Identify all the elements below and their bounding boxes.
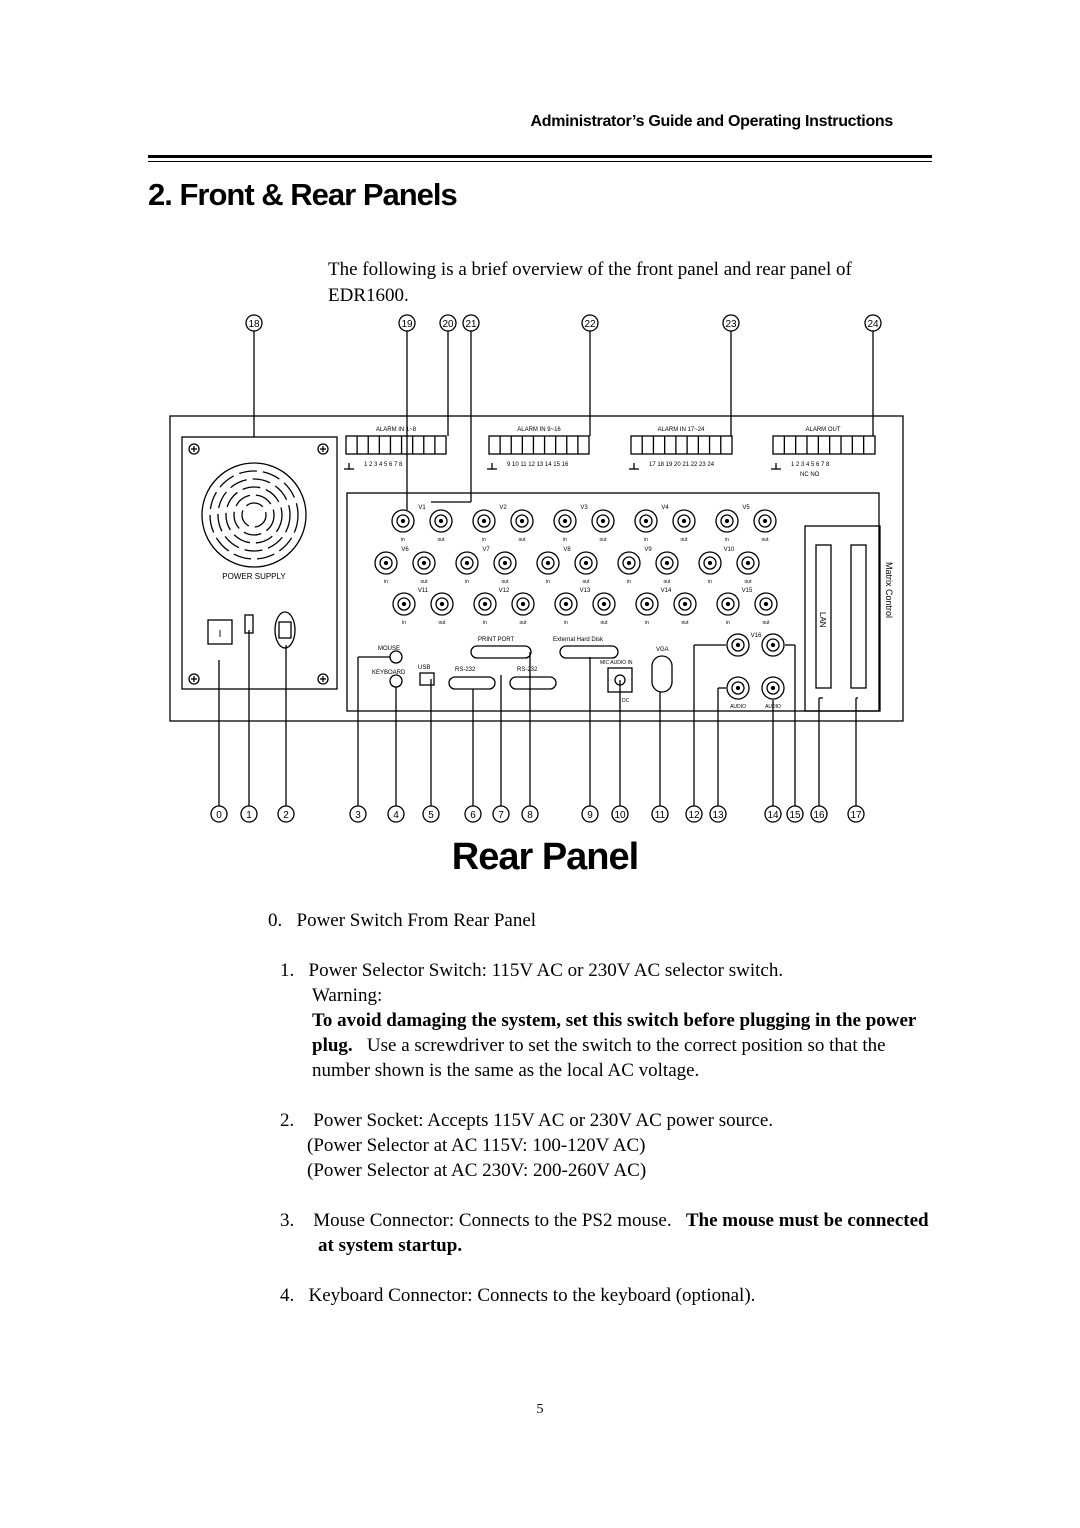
item-text: Keyboard Connector: Connects to the keyboard (optional).: [308, 1285, 756, 1306]
bnc-in-14-pin: [727, 603, 730, 606]
bnc-out-10-pin: [441, 603, 444, 606]
top-callout-19-label: 19: [401, 319, 413, 330]
bnc-in-8-pin: [628, 562, 631, 565]
mic-audio-label: MIC AUDIO IN: [600, 660, 633, 666]
bnc-out-8-pin: [666, 562, 669, 565]
bnc-out-9-pin: [747, 562, 750, 565]
keyboard-label: KEYBOARD: [372, 670, 406, 676]
bnc-in-6-pin: [466, 562, 469, 565]
bnc-in-7-pin: [547, 562, 550, 565]
alarm-block-label-0: ALARM IN 1~8: [375, 427, 417, 433]
list-item-0: [268, 908, 536, 933]
port-out-label: out: [744, 579, 752, 585]
keyboard-port: [390, 675, 402, 687]
bottom-callout-8-label: 8: [527, 810, 533, 821]
item-number: 1.: [280, 960, 295, 981]
video-channel-label: V13: [579, 588, 591, 594]
bnc-in-3-pin: [645, 520, 648, 523]
bnc-in-5-pin: [385, 562, 388, 565]
rear-panel-diagram: [160, 305, 920, 845]
bottom-callout-14-label: 14: [767, 810, 779, 821]
mouse-label: MOUSE: [378, 646, 401, 652]
alarm-terminal-block-1: [489, 436, 589, 454]
port-in-label: in: [465, 579, 469, 585]
bnc-out-4-pin: [764, 520, 767, 523]
bottom-callout-13-label: 13: [712, 810, 724, 821]
ext-hdd-port: [560, 646, 618, 658]
item-text: Power Socket: Accepts 115V AC or 230V AC power source.: [313, 1110, 774, 1131]
item-text: Mouse Connector: Connects to the PS2 mouse.: [313, 1210, 672, 1231]
port-in-label: in: [401, 537, 405, 543]
port-out-label: out: [420, 579, 428, 585]
usb-port: [420, 673, 434, 685]
header-rule-thin: [148, 161, 932, 162]
alarm-pins-0: 1 2 3 4 5 6 7 8: [364, 462, 403, 468]
bnc-out-14-pin: [765, 603, 768, 606]
top-callout-24-label: 24: [867, 319, 879, 330]
bottom-callout-9-label: 9: [587, 810, 593, 821]
video-channel-label: V7: [482, 547, 490, 553]
running-header: Administrator’s Guide and Operating Instructions: [530, 113, 893, 130]
bnc-in-10-pin: [403, 603, 406, 606]
item-number: 0.: [268, 910, 283, 931]
bnc-out-1-pin: [521, 520, 524, 523]
power-supply-panel: [182, 437, 337, 689]
port-out-label: out: [582, 579, 590, 585]
list-item-3: [280, 1208, 940, 1258]
item-text: Power Switch From Rear Panel: [296, 910, 537, 931]
alarm-block-label-2: ALARM IN 17~24: [657, 427, 705, 433]
bnc-out-5-pin: [423, 562, 426, 565]
bottom-callout-4-label: 4: [393, 810, 399, 821]
port-in-label: in: [564, 620, 568, 626]
top-callout-23-label: 23: [725, 319, 737, 330]
alarm-block-label-3: ALARM OUT: [805, 427, 841, 433]
item-bold: The mouse must be connected at system startup.: [318, 1210, 929, 1256]
alarm-terminal-block-0: [346, 436, 446, 454]
print-port: [471, 646, 531, 658]
fan-grille: [210, 471, 298, 559]
intro-paragraph: The following is a brief overview of the front panel and rear panel of EDR1600.: [328, 259, 852, 306]
port-out-label: out: [681, 620, 689, 626]
bottom-callout-10-label: 10: [614, 810, 626, 821]
fan-grille: [234, 495, 274, 535]
bottom-callout-2-label: 2: [283, 810, 289, 821]
bnc-in-0-pin: [402, 520, 405, 523]
bottom-callout-3-label: 3: [355, 810, 361, 821]
port-in-label: in: [627, 579, 631, 585]
port-out-label: out: [680, 537, 688, 543]
video-channel-label: V10: [723, 547, 735, 553]
top-callout-21-label: 21: [465, 319, 477, 330]
item-number: 2.: [280, 1110, 295, 1131]
rs232-port-b: [510, 677, 556, 689]
port-out-label: out: [761, 537, 769, 543]
port-in-label: in: [402, 620, 406, 626]
bottom-callout-16-label: 16: [813, 810, 825, 821]
bnc-in-11-pin: [484, 603, 487, 606]
rs232-label: RS-232: [517, 667, 538, 673]
matrix-slot: [851, 545, 866, 688]
top-callout-20-label: 20: [442, 319, 454, 330]
section-title: 2. Front & Rear Panels: [148, 177, 457, 212]
bnc-in-2-pin: [564, 520, 567, 523]
port-out-label: out: [501, 579, 509, 585]
video-channel-label: V4: [661, 505, 669, 511]
video-channel-label: V12: [498, 588, 510, 594]
rs232-port-a: [449, 677, 495, 689]
bnc-in-1-pin: [483, 520, 486, 523]
list-item-4: [280, 1283, 755, 1308]
bnc-in-9-pin: [709, 562, 712, 565]
video-channel-label: V8: [563, 547, 571, 553]
ext-hdd-label: External Hard Disk: [553, 637, 604, 643]
audio-label: AUDIO: [765, 704, 781, 710]
print-port-label: PRINT PORT: [478, 637, 515, 643]
mouse-port: [390, 651, 402, 663]
port-in-label: in: [482, 537, 486, 543]
bottom-callout-6-label: 6: [470, 810, 476, 821]
warning-label: Warning:: [312, 985, 383, 1006]
warning-text: To avoid damaging the system, set this switch before plugging in the power plug.: [312, 1010, 917, 1056]
rear-panel-caption: Rear Panel: [451, 836, 639, 878]
item-line: (Power Selector at AC 230V: 200-260V AC): [307, 1160, 647, 1181]
port-in-label: in: [384, 579, 388, 585]
power-socket-body: [275, 612, 295, 648]
video-channel-label: V6: [401, 547, 409, 553]
top-callout-18-label: 18: [248, 319, 260, 330]
dc-label: DC: [622, 698, 630, 704]
alarm-terminal-block-3: [773, 436, 875, 454]
matrix-control-label: Matrix Control: [884, 562, 894, 619]
port-in-label: in: [546, 579, 550, 585]
rs232-label: RS-232: [455, 667, 476, 673]
alarm-pins-2: 17 18 19 20 21 22 23 24: [649, 462, 715, 468]
list-item-1: [280, 958, 930, 1083]
port-out-label: out: [519, 620, 527, 626]
audio-in-bnc-pin: [737, 687, 740, 690]
audio-out-bnc-pin: [772, 687, 775, 690]
bnc-out-13-pin: [684, 603, 687, 606]
bnc-in-13-pin: [646, 603, 649, 606]
video-channel-label: V5: [742, 505, 750, 511]
video-channel-label: V2: [499, 505, 507, 511]
bnc-out-11-pin: [522, 603, 525, 606]
usb-label: USB: [418, 665, 431, 671]
video-channel-label: V15: [741, 588, 753, 594]
bnc-in-12-pin: [565, 603, 568, 606]
video-channel-label: V11: [417, 588, 429, 594]
alarm-terminal-block-2: [631, 436, 732, 454]
bnc-out-12-pin: [603, 603, 606, 606]
port-out-label: out: [600, 620, 608, 626]
port-in-label: in: [726, 620, 730, 626]
alarm-block-label-1: ALARM IN 9~16: [517, 427, 561, 433]
bottom-callout-7-label: 7: [498, 810, 504, 821]
list-item-2: [280, 1108, 930, 1183]
port-in-label: in: [725, 537, 729, 543]
item-number: 3.: [280, 1210, 295, 1231]
bottom-callout-15-label: 15: [789, 810, 801, 821]
top-callout-22-label: 22: [584, 319, 596, 330]
bnc-out-0-pin: [440, 520, 443, 523]
fan-grille: [242, 503, 266, 527]
bottom-callout-0-label: 0: [216, 810, 222, 821]
port-out-label: out: [599, 537, 607, 543]
bottom-callout-5-label: 5: [428, 810, 434, 821]
port-out-label: out: [663, 579, 671, 585]
bnc-out-7-pin: [585, 562, 588, 565]
port-out-label: out: [518, 537, 526, 543]
power-supply-label: POWER SUPPLY: [222, 572, 286, 581]
vga-label: VGA: [656, 647, 669, 653]
port-out-label: out: [762, 620, 770, 626]
item-text-rest: Use a screwdriver to set the switch to the correct position so that the number shown is the same as the local AC voltage.: [312, 1035, 886, 1081]
bottom-callout-17-label: 17: [850, 810, 862, 821]
port-in-label: in: [483, 620, 487, 626]
page-number: 5: [536, 1402, 544, 1417]
port-out-label: out: [437, 537, 445, 543]
video-channel-label: V9: [644, 547, 652, 553]
bnc-in-15-pin: [737, 644, 740, 647]
bnc-out-6-pin: [504, 562, 507, 565]
video-channel-label: V1: [418, 505, 426, 511]
port-in-label: in: [644, 537, 648, 543]
item-number: 4.: [280, 1285, 295, 1306]
power-socket: [279, 622, 291, 638]
bottom-callout-1-label: 1: [246, 810, 252, 821]
item-line: (Power Selector at AC 115V: 100-120V AC): [307, 1135, 646, 1156]
port-in-label: in: [563, 537, 567, 543]
port-out-label: out: [438, 620, 446, 626]
item-text: Power Selector Switch: 115V AC or 230V AC selector switch.: [308, 960, 784, 981]
audio-label: AUDIO: [730, 704, 746, 710]
bnc-out-15-pin: [772, 644, 775, 647]
bnc-out-3-pin: [683, 520, 686, 523]
vga-port: [652, 656, 672, 692]
alarm-pins-3: 1 2 3 4 5 6 7 8: [791, 462, 830, 468]
port-in-label: in: [708, 579, 712, 585]
fan-grille: [218, 479, 290, 551]
alarm-pins-1: 9 10 11 12 13 14 15 16: [507, 462, 569, 468]
bottom-callout-11-label: 11: [654, 810, 666, 821]
lan-label: LAN: [818, 612, 827, 628]
bnc-out-2-pin: [602, 520, 605, 523]
video-channel-label: V14: [660, 588, 672, 594]
header-rule-thick: [148, 155, 932, 158]
port-in-label: in: [645, 620, 649, 626]
bnc-in-4-pin: [726, 520, 729, 523]
alarm-out-sub: NC NO: [800, 472, 820, 478]
video-channel-label: V3: [580, 505, 588, 511]
video-channel-label: V16: [750, 633, 762, 639]
power-switch-mark: I: [218, 629, 222, 640]
bottom-callout-12-label: 12: [688, 810, 700, 821]
